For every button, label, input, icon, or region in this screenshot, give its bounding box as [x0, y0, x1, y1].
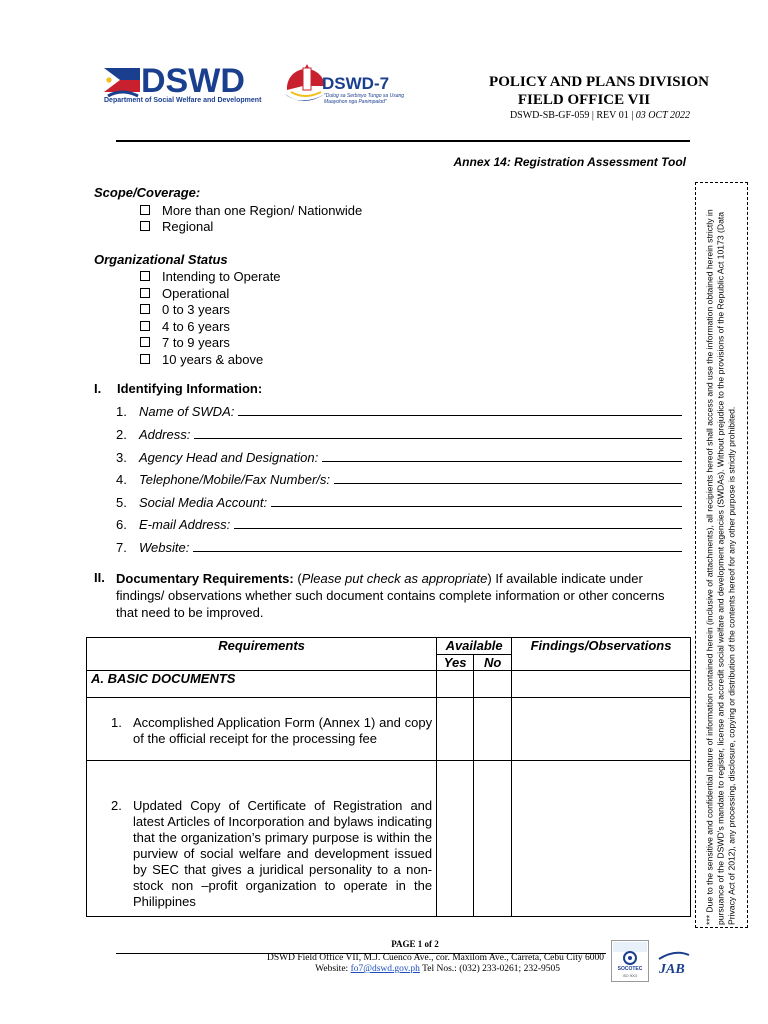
table-row	[87, 761, 691, 917]
identifying-heading	[94, 381, 262, 396]
socotec-cert-logo	[611, 940, 649, 982]
status-option-0-3[interactable]	[140, 302, 230, 317]
findings-cell[interactable]	[512, 671, 691, 698]
field-line[interactable]	[234, 528, 682, 529]
findings-cell[interactable]	[512, 698, 691, 761]
cert2-label: JAB	[659, 962, 685, 977]
status-option-operational[interactable]	[140, 286, 229, 301]
col-requirements-header: Requirements	[87, 638, 437, 671]
dswd7-tagline: "Dulog sa Serbisyo Tungo sa Usang Maayohon nga Panimpalod"	[324, 93, 405, 105]
col-available-header: Available	[437, 638, 512, 655]
yes-cell[interactable]	[437, 671, 474, 698]
field-line[interactable]	[238, 415, 682, 416]
field-label: Name of SWDA:	[139, 404, 235, 419]
division-title: POLICY AND PLANS DIVISION	[489, 74, 709, 90]
requirements-table	[86, 637, 691, 917]
cert1-label: SOCOTEC	[617, 966, 643, 972]
option-label: 7 to 9 years	[162, 335, 230, 350]
col-no-header: No	[474, 655, 512, 671]
scope-heading: Scope/Coverage:	[94, 185, 201, 200]
requirement-text: Accomplished Application Form (Annex 1) and copy of the official receipt for the processing fee	[133, 715, 433, 746]
field-address[interactable]	[116, 427, 682, 442]
email-link[interactable]: fo7@dswd.gov.ph	[350, 964, 420, 974]
document-date: 03 OCT 2022	[635, 110, 690, 121]
field-number: 5.	[116, 495, 127, 510]
requirement-cell	[87, 698, 437, 761]
no-cell[interactable]	[474, 671, 512, 698]
no-cell[interactable]	[474, 698, 512, 761]
field-social-media[interactable]	[116, 495, 682, 510]
documentary-open-paren: (	[293, 571, 302, 586]
field-telephone[interactable]	[116, 472, 682, 487]
yes-cell[interactable]	[437, 761, 474, 917]
field-number: 3.	[116, 450, 127, 465]
documentary-heading: Documentary Requirements:	[116, 571, 294, 586]
status-option-10-above[interactable]	[140, 352, 263, 367]
table-row	[87, 698, 691, 761]
field-number: 2.	[116, 427, 127, 442]
documentary-rest: ) If available indicate under findings/ observations whether such document contains complete information or other concerns that need to be improved.	[116, 571, 665, 620]
cert1-sub: ISO 9001	[622, 974, 638, 978]
checkbox-icon[interactable]	[140, 205, 150, 215]
requirement-number: 2.	[111, 798, 122, 813]
dswd-flag-icon	[104, 66, 140, 100]
checkbox-icon[interactable]	[140, 288, 150, 298]
confidentiality-notice: *** Due to the sensitive and confidential nature of information contained herein (inclusive of attachments), all recipients hereof shall access and use the information obtained herein strictly in pursuance of the DSWD’s mandate to register, license and accredit social welfare and development agencies (SWDAs). Without prejudice to the provisions of the Republic Act 10173 (Data Privacy Act of 2012), any processing, disclosure, copying or distribution of the contents hereof for any other purpose is strictly prohibited.	[704, 209, 737, 925]
annex-title: Annex 14: Registration Assessment Tool	[453, 155, 686, 169]
dswd-logo-subtitle: Department of Social Welfare and Development	[104, 97, 262, 104]
field-label: Telephone/Mobile/Fax Number/s:	[139, 472, 331, 487]
document-code	[470, 110, 690, 121]
col-yes-header: Yes	[437, 655, 474, 671]
jab-icon	[651, 945, 691, 983]
checkbox-icon[interactable]	[140, 337, 150, 347]
field-label: Address:	[139, 427, 191, 442]
field-line[interactable]	[271, 506, 682, 507]
field-website[interactable]	[116, 540, 682, 555]
option-label: 4 to 6 years	[162, 319, 230, 334]
field-email[interactable]	[116, 517, 682, 532]
option-label: More than one Region/ Nationwide	[162, 203, 363, 218]
checkbox-icon[interactable]	[140, 321, 150, 331]
field-line[interactable]	[194, 438, 682, 439]
header-divider	[116, 140, 690, 142]
section-title: Identifying Information:	[117, 381, 263, 396]
col-findings-header: Findings/Observations	[512, 638, 691, 671]
dswd-logo-text: DSWD	[141, 62, 245, 100]
table-section-row	[87, 671, 691, 698]
documentary-number: II.	[94, 570, 105, 585]
documentary-paragraph	[116, 570, 676, 621]
requirement-cell	[87, 761, 437, 917]
field-label: Agency Head and Designation:	[139, 450, 319, 465]
field-label: Website:	[139, 540, 190, 555]
field-number: 7.	[116, 540, 127, 555]
status-option-intending[interactable]	[140, 269, 281, 284]
no-cell[interactable]	[474, 761, 512, 917]
org-status-heading: Organizational Status	[94, 252, 228, 267]
document-code-text: DSWD-SB-GF-059 | REV 01 |	[509, 110, 634, 121]
telephone-numbers: Tel Nos.: (032) 233-0261; 232-9505	[419, 964, 560, 974]
findings-cell[interactable]	[512, 761, 691, 917]
field-line[interactable]	[334, 483, 682, 484]
section-a-label: A. BASIC DOCUMENTS	[87, 671, 437, 698]
dswd7-logo-text: DSWD-7	[322, 74, 390, 93]
requirement-text: Updated Copy of Certificate of Registration and latest Articles of Incorporation and bylaws indicating that the organization’s primary purpose is within the purview of social welfare and development issued by SEC that gives a juridical personality to a non-stock non –profit organization to operate in the Philippines	[133, 798, 433, 909]
footer-address: DSWD Field Office VII, M.J. Cuenco Ave., cor. Maxilom Ave., Carreta, Cebu City 6000	[266, 953, 604, 963]
field-number: 1.	[116, 404, 127, 419]
checkbox-icon[interactable]	[140, 221, 150, 231]
status-option-7-9[interactable]	[140, 335, 230, 350]
status-option-4-6[interactable]	[140, 319, 230, 334]
option-label: 10 years & above	[162, 352, 264, 367]
option-label: 0 to 3 years	[162, 302, 230, 317]
option-label: Regional	[162, 219, 214, 234]
certification-icon	[612, 941, 648, 981]
footer-contact	[170, 964, 560, 974]
field-swda-name[interactable]	[116, 404, 682, 419]
field-line[interactable]	[193, 551, 682, 552]
office-title: FIELD OFFICE VII	[517, 92, 651, 108]
checkbox-icon[interactable]	[140, 354, 150, 364]
jab-cert-logo	[651, 945, 691, 983]
field-label: Social Media Account:	[139, 495, 268, 510]
page-number: PAGE 1 of 2	[391, 939, 439, 949]
checkbox-icon[interactable]	[140, 271, 150, 281]
documentary-instruction: Please put check as appropriate	[301, 571, 488, 586]
field-agency-head[interactable]	[116, 450, 682, 465]
field-number: 4.	[116, 472, 127, 487]
checkbox-icon[interactable]	[140, 304, 150, 314]
yes-cell[interactable]	[437, 698, 474, 761]
field-label: E-mail Address:	[139, 517, 231, 532]
option-label: Intending to Operate	[162, 269, 281, 284]
requirement-number: 1.	[111, 715, 122, 730]
scope-option-regional[interactable]	[140, 219, 213, 234]
field-line[interactable]	[322, 461, 682, 462]
field-number: 6.	[116, 517, 127, 532]
scope-option-nationwide[interactable]	[140, 203, 362, 218]
website-label: Website:	[315, 964, 351, 974]
section-number: I.	[94, 381, 102, 396]
option-label: Operational	[162, 286, 230, 301]
